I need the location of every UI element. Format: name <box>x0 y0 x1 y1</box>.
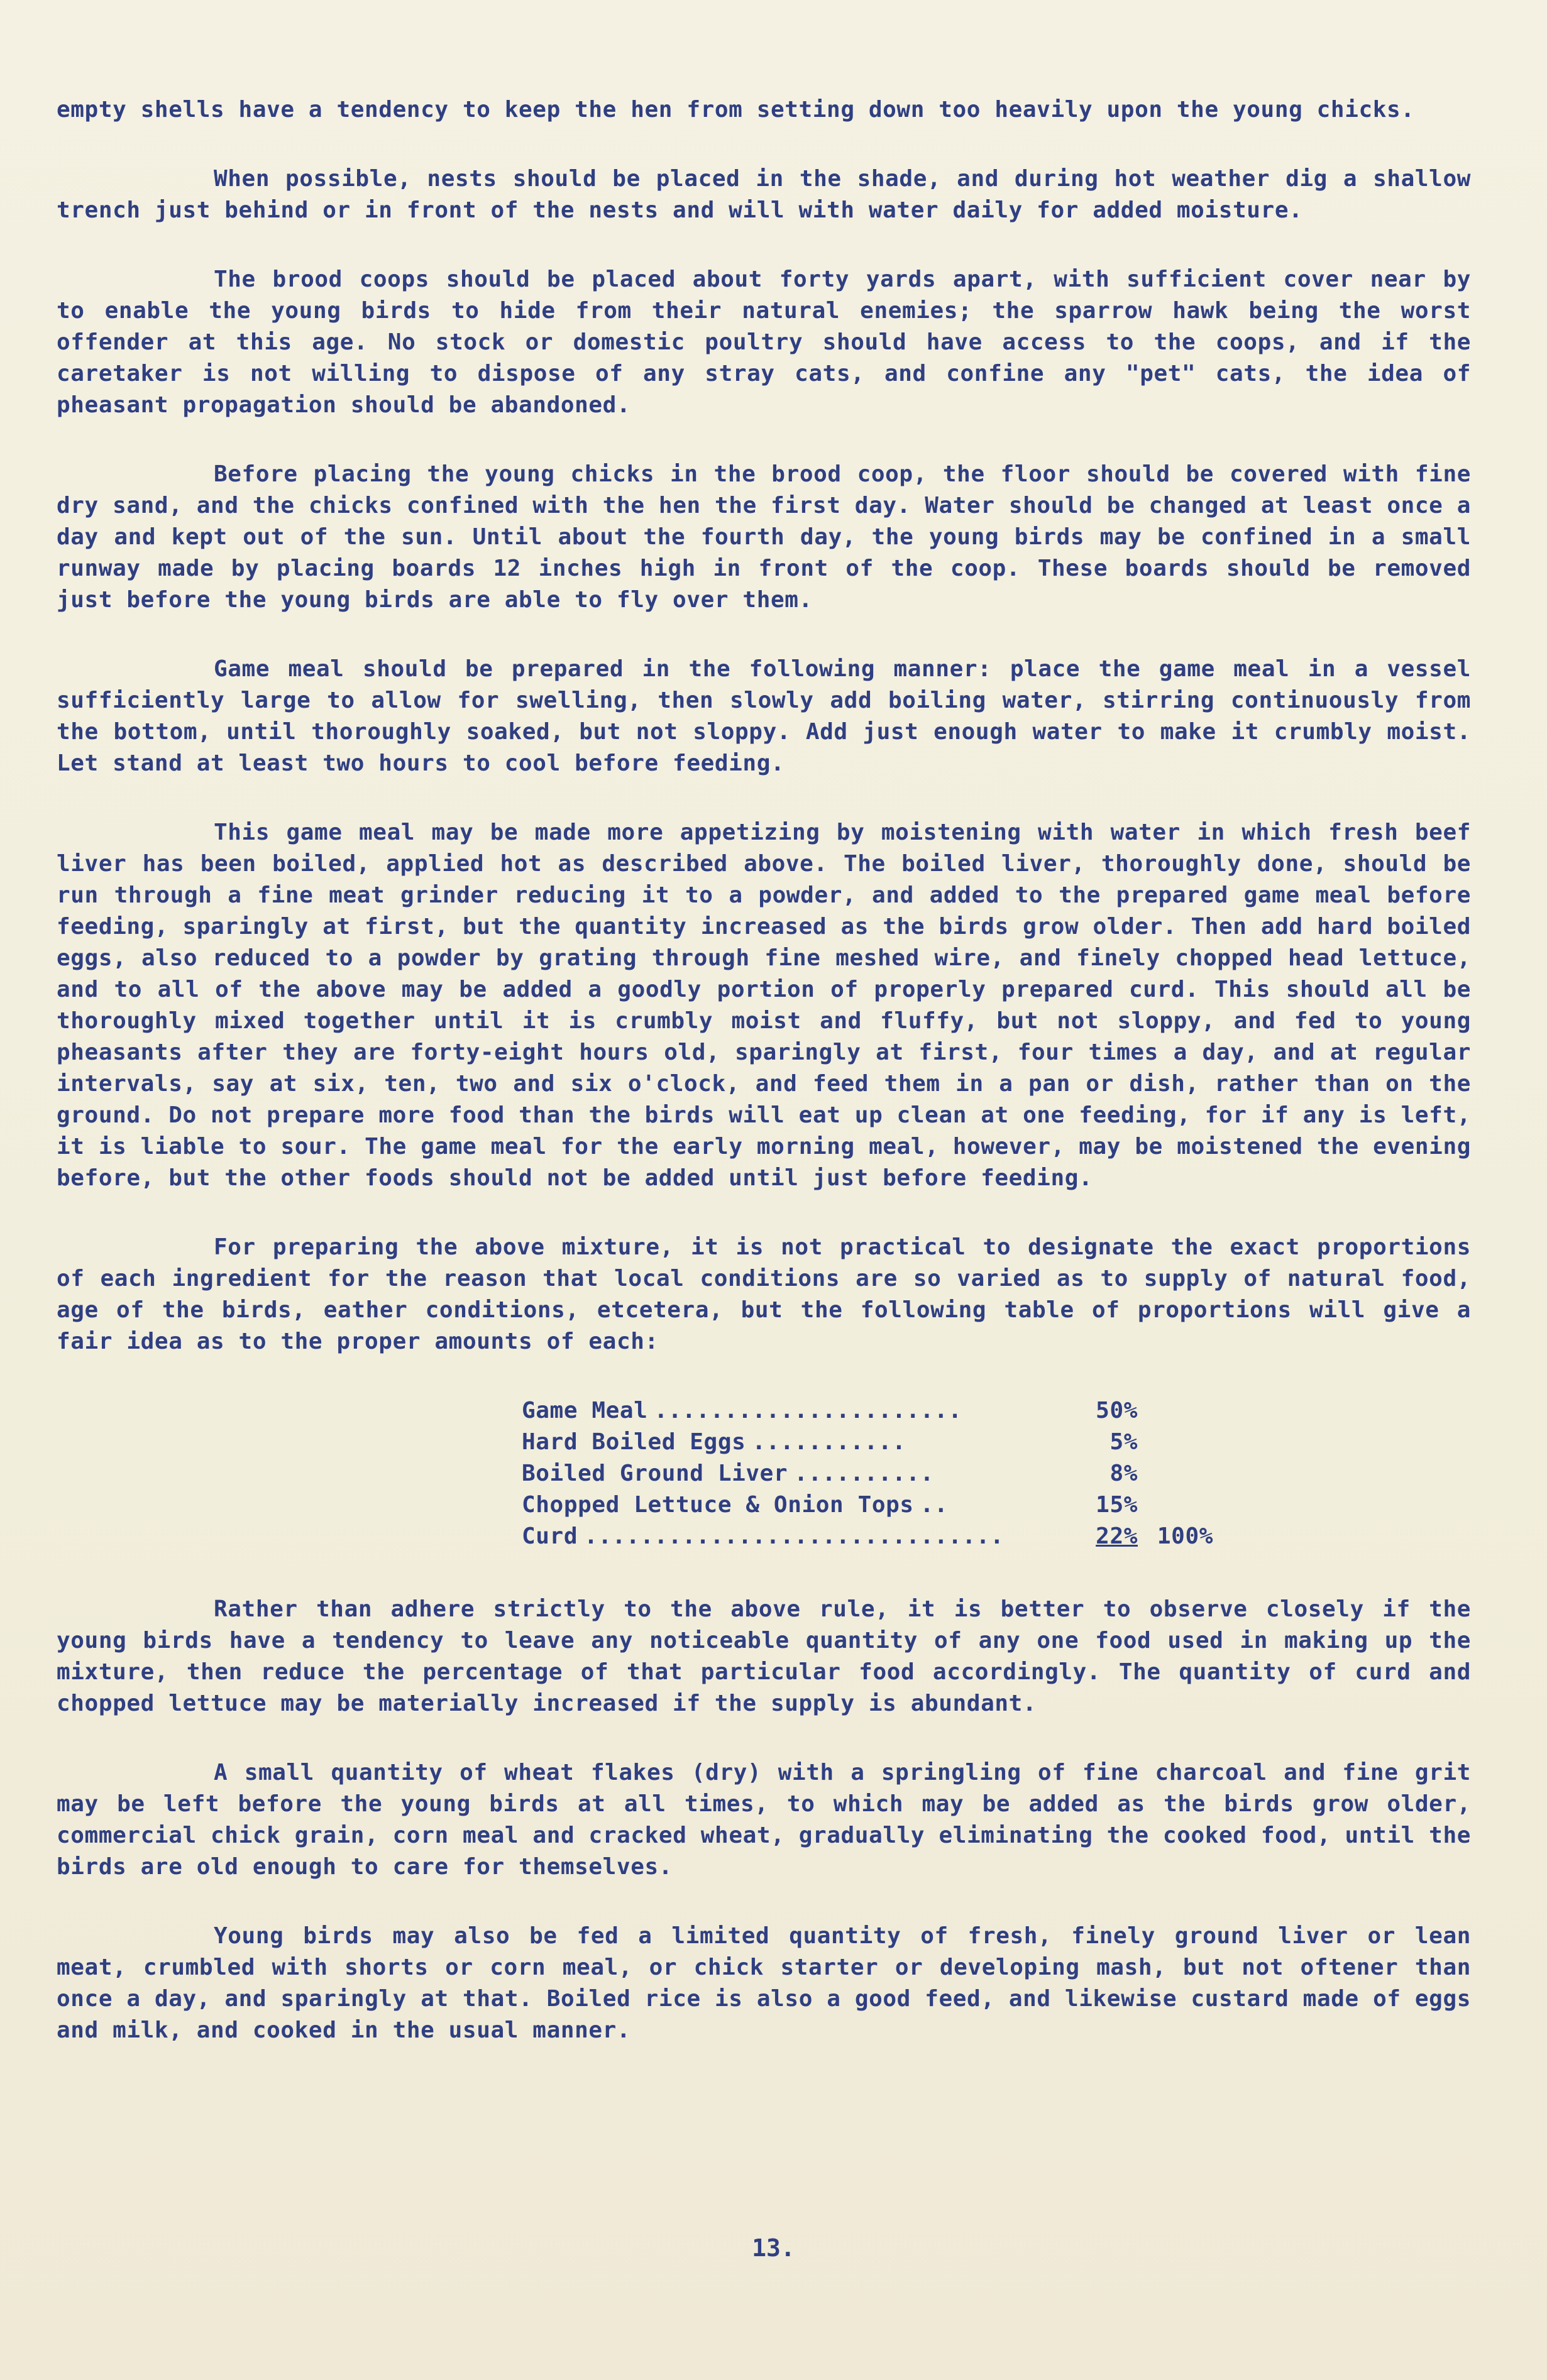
document-body <box>57 94 1471 2084</box>
proportions-table <box>522 1395 1213 1552</box>
table-row-leader: .......... <box>794 1461 934 1486</box>
table-row-leader: ...................... <box>654 1398 962 1423</box>
table-row <box>522 1427 1213 1458</box>
table-row-leader: ........... <box>752 1429 906 1455</box>
table-row-total: 100% <box>1157 1523 1213 1549</box>
table-row-leader: .. <box>920 1492 949 1518</box>
paragraph-4: Before placing the young chicks in the brood coop, the floor should be covered with fine dry sand, and the chicks confined with the hen the first day. Water should be changed at least once a day and kept out of the sun. Until about the fourth day, the young birds may be confined in a small runway made by placing boards 12 inches high in front of the coop. These boards should be removed just before the young birds are able to fly over them. <box>57 461 1471 613</box>
table-row-label: Boiled Ground Liver <box>522 1461 788 1486</box>
paragraph-10: Young birds may also be fed a limited quantity of fresh, finely ground liver or lean meat, crumbled with shorts or corn meal, or chick starter or developing mash, but not oftener than once a day, and sparingly at that. Boiled rice is also a good feed, and likewise custard made of eggs and milk, and cooked in the usual manner. <box>57 1923 1471 2043</box>
paragraph-7: For preparing the above mixture, it is not practical to designate the exact proportions of each ingredient for the reason that local conditions are so varied as to supply of natural food, age of the birds, eather conditions, etcetera, but the following table of proportions will give a fair idea as to the proper amounts of each: <box>57 1234 1471 1354</box>
paragraph-6: This game meal may be made more appetizing by moistening with water in which fresh beef liver has been boiled, applied hot as described above. The boiled liver, thoroughly done, should be run through a fine meat grinder reducing it to a powder, and added to the prepared game meal before feeding, sparingly at first, but the quantity increased as the birds grow older. Then add hard boiled eggs, also reduced to a powder by grating through fine meshed wire, and finely chopped head lettuce, and to all of the above may be added a goodly portion of properly prepared curd. This should all be thoroughly mixed together until it is crumbly moist and fluffy, but not sloppy, and fed to young pheasants after they are forty-eight hours old, sparingly at first, four times a day, and at regular intervals, say at six, ten, two and six o'clock, and feed them in a pan or dish, rather than on the ground. Do not prepare more food than the birds will eat up clean at one feeding, for if any is left, it is liable to sour. The game meal for the early morning meal, however, may be moistened the evening before, but the other foods should not be added until just before feeding. <box>57 820 1471 1191</box>
table-row-label: Chopped Lettuce & Onion Tops <box>522 1492 914 1518</box>
table-row-percent: 15% <box>1096 1492 1138 1518</box>
paragraph-1: empty shells have a tendency to keep the hen from setting down too heavily upon the young chicks. <box>57 97 1415 123</box>
table-row-percent: 8% <box>1109 1461 1138 1486</box>
paragraph-2: When possible, nests should be placed in the shade, and during hot weather dig a shallow trench just behind or in front of the nests and will with water daily for added moisture. <box>57 166 1471 223</box>
table-row-percent: 50% <box>1096 1398 1138 1423</box>
table-row <box>522 1489 1213 1521</box>
table-row-label: Game Meal <box>522 1398 648 1423</box>
table-row-percent: 22% <box>1096 1523 1138 1549</box>
paragraph-3: The brood coops should be placed about forty yards apart, with sufficient cover near by to enable the young birds to hide from their natural enemies; the sparrow hawk being the worst offender at this age. No stock or domestic poultry should have access to the coops, and if the caretaker is not willing to dispose of any stray cats, and confine any "pet" cats, the idea of pheasant propagation should be abandoned. <box>57 266 1471 418</box>
table-row-leader: .............................. <box>584 1523 1005 1549</box>
table-row-label: Hard Boiled Eggs <box>522 1429 746 1455</box>
page-number: 13. <box>752 2234 795 2262</box>
table-row <box>522 1458 1213 1489</box>
table-row <box>522 1521 1213 1552</box>
paragraph-5: Game meal should be prepared in the following manner: place the game meal in a vessel sufficiently large to allow for swelling, then slowly add boiling water, stirring continuously from the bottom, until thoroughly soaked, but not sloppy. Add just enough water to make it crumbly moist. Let stand at least two hours to cool before feeding. <box>57 656 1471 776</box>
paragraph-9: A small quantity of wheat flakes (dry) with a springling of fine charcoal and fine grit may be left before the young birds at all times, to which may be added as the birds grow older, commercial chick grain, corn meal and cracked wheat, gradually eliminating the cooked food, until the birds are old enough to care for themselves. <box>57 1760 1471 1880</box>
table-row-percent: 5% <box>1109 1429 1138 1455</box>
table-row-label: Curd <box>522 1523 578 1549</box>
table-row <box>522 1395 1213 1427</box>
paragraph-8: Rather than adhere strictly to the above rule, it is better to observe closely if the young birds have a tendency to leave any noticeable quantity of any one food used in making up the mixture, then reduce the percentage of that particular food accordingly. The quantity of curd and chopped lettuce may be materially increased if the supply is abundant. <box>57 1596 1471 1716</box>
